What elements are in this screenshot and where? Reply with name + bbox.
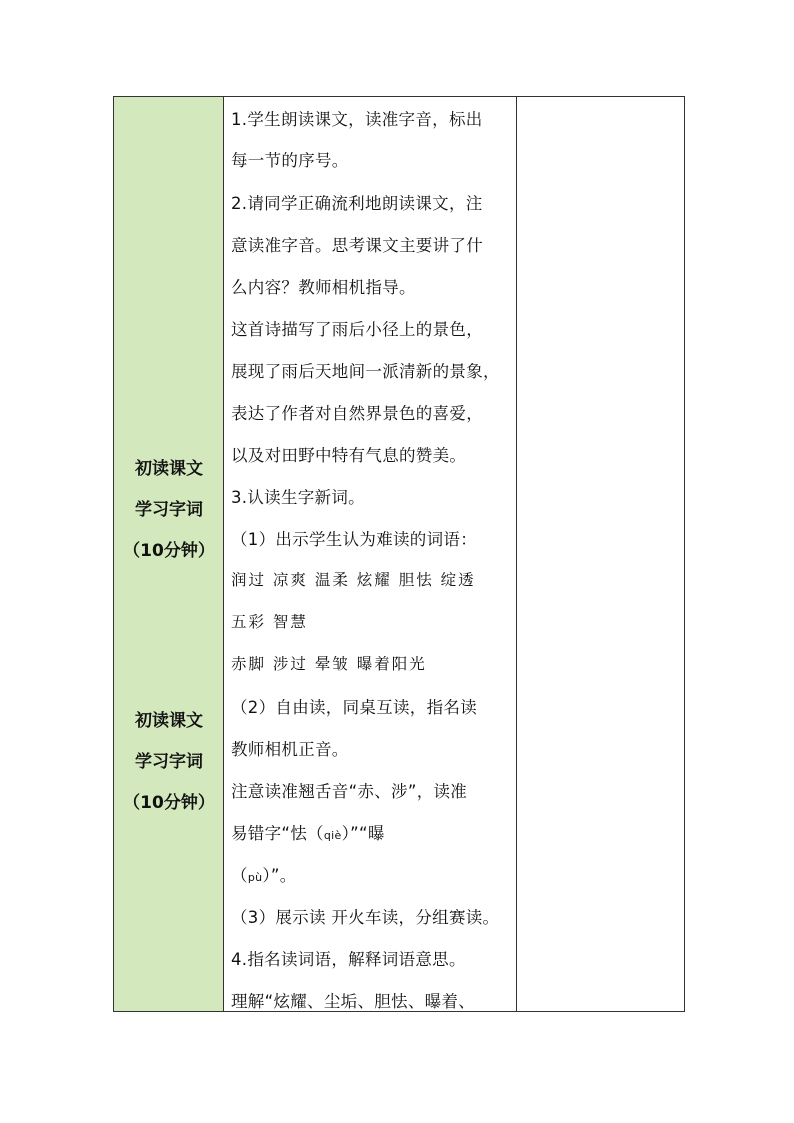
section-label-column [114,97,224,1011]
content-text: （ [231,866,248,885]
content-line: 4.指名读词语，解释词语意思。 [231,950,466,969]
content-line: 1.学生朗读课文，读准字音，标出 [231,110,483,129]
content-line: 么内容？教师相机指导。 [231,278,416,297]
content-line: （1）出示学生认为难读的词语： [231,530,477,549]
section-label-line: 学习字词 [135,500,203,520]
content-line: 表达了作者对自然界景色的喜爱， [231,404,483,423]
pinyin-annotation: pù [247,871,263,884]
content-line: 每一节的序号。 [231,151,349,170]
lesson-table [113,96,685,1012]
content-line: 理解“炫耀、尘垢、胆怯、曝着、 [231,992,476,1011]
content-line [231,820,385,844]
content-line [231,862,297,886]
lesson-content-column [224,97,517,1011]
content-text: ）”“曝 [341,824,385,843]
vocab-line: 赤脚 涉过 晕皱 曝着阳光 [231,655,427,673]
content-line: 3.认读生字新词。 [231,488,365,507]
content-line: 这首诗描写了雨后小径上的景色， [231,320,483,339]
section-label-line: （10分钟） [123,793,215,813]
content-line: 教师相机正音。 [231,740,349,759]
content-line: 2.请同学正确流利地朗读课文，注 [231,194,483,213]
content-line: （2）自由读，同桌互读，指名读 [231,698,477,717]
section-label-line: 初读课文 [135,711,203,731]
section-label-line: 学习字词 [135,752,203,772]
vocab-line: 五彩 智慧 [231,613,308,631]
section-label [114,701,224,824]
section-label-line: 初读课文 [135,459,203,479]
content-line: 注意读准翘舌音“赤、涉”，读准 [231,782,468,801]
notes-column [517,97,684,1011]
vocab-line: 润过 凉爽 温柔 炫耀 胆怯 绽透 [231,571,476,589]
content-text: ）”。 [262,866,297,885]
section-label-line: （10分钟） [123,541,215,561]
content-line: 意读准字音。思考课文主要讲了什 [231,236,483,255]
section-label [114,449,224,572]
content-line: 展现了雨后天地间一派清新的景象， [231,362,500,381]
content-text: 易错字“怯（ [231,824,324,843]
content-line: 以及对田野中特有气息的赞美。 [231,446,467,465]
content-line: （3）展示读 开火车读，分组赛读。 [231,908,500,927]
pinyin-annotation: qiè [323,829,342,842]
